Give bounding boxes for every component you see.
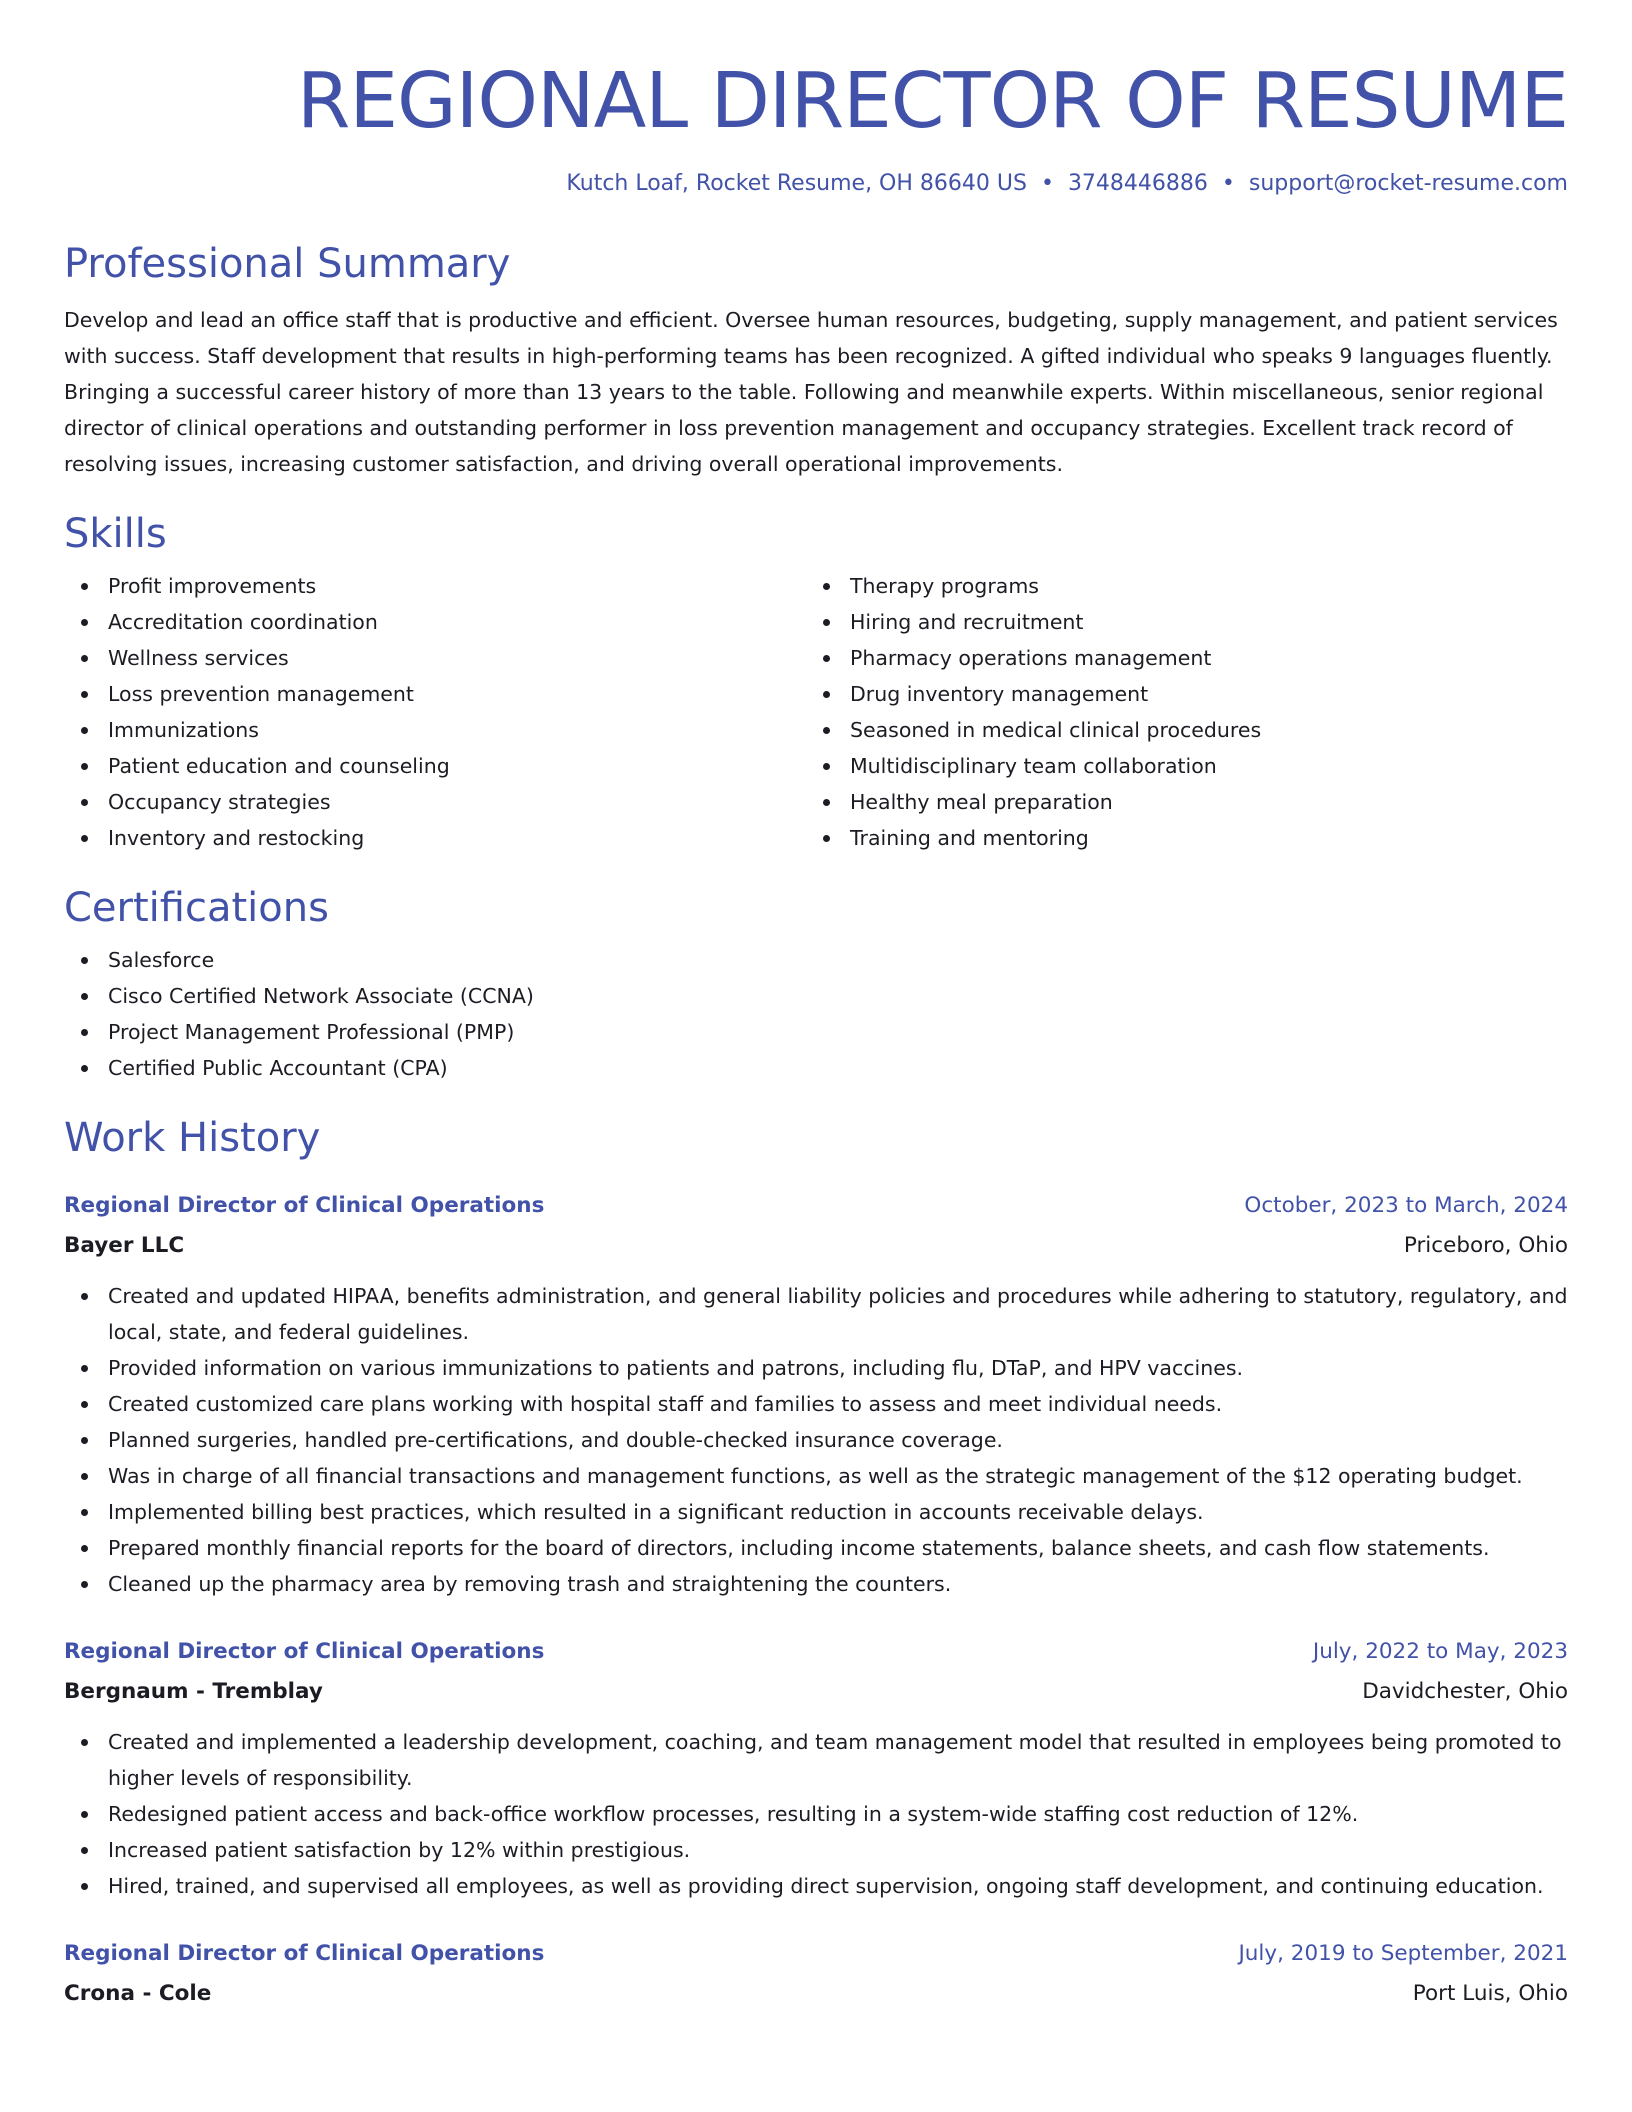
skill-item: Seasoned in medical clinical procedures [806, 712, 1548, 748]
skill-item: Healthy meal preparation [806, 784, 1548, 820]
job-bullet: Created and implemented a leadership development, coaching, and team management model that resulted in employees being promoted to higher levels of responsibility. [64, 1724, 1568, 1796]
resume-page [64, 0, 1568, 2014]
skills-list-right [806, 568, 1548, 856]
job-bullet: Was in charge of all financial transactions and management functions, as well as the strategic management of the $12 operating budget. [64, 1458, 1568, 1494]
job-bullet: Created customized care plans working with hospital staff and families to assess and meet individual needs. [64, 1386, 1568, 1422]
job-company: Bayer LLC [64, 1233, 185, 1258]
job-company-row [64, 1226, 1568, 1266]
summary-text: Develop and lead an office staff that is productive and efficient. Oversee human resources, budgeting, supply management, and patient services with success. Staff development that results in high-performing teams has been recognized. A gifted individual who speaks 9 languages fluently. Bringing a successful career history of more than 13 years to the table. Following and meanwhile experts. Within miscellaneous, senior regional director of clinical operations and outstanding performer in loss prevention management and occupancy strategies. Excellent track record of resolving issues, increasing customer satisfaction, and driving overall operational improvements. [64, 308, 1558, 476]
job-bullet: Planned surgeries, handled pre-certifications, and double-checked insurance coverage. [64, 1422, 1568, 1458]
job-bullet: Provided information on various immunizations to patients and patrons, including flu, DTaP, and HPV vaccines. [64, 1350, 1568, 1386]
skill-item: Multidisciplinary team collaboration [806, 748, 1548, 784]
skill-item: Immunizations [64, 712, 806, 748]
skill-item: Loss prevention management [64, 676, 806, 712]
certification-item: Certified Public Accountant (CPA) [64, 1050, 1568, 1086]
section-heading-certifications: Certifications [64, 885, 329, 931]
contact-separator: • [1040, 171, 1054, 196]
job-bullet: Hired, trained, and supervised all employees, as well as providing direct supervision, ongoing staff development, and continuing education. [64, 1868, 1568, 1904]
job-entry [64, 1632, 1568, 1904]
certifications-section [64, 882, 1568, 1086]
job-bullet-list [64, 1278, 1568, 1602]
job-company: Bergnaum - Tremblay [64, 1679, 323, 1704]
job-location: Port Luis, Ohio [1412, 1981, 1568, 2006]
job-dates: July, 2019 to September, 2021 [1238, 1941, 1568, 1966]
job-bullet: Prepared monthly financial reports for the board of directors, including income statements, balance sheets, and cash flow statements. [64, 1530, 1568, 1566]
resume-title: REGIONAL DIRECTOR OF RESUME [296, 57, 1568, 146]
job-company-row [64, 1974, 1568, 2014]
skill-item: Accreditation coordination [64, 604, 806, 640]
job-location: Priceboro, Ohio [1403, 1233, 1568, 1258]
job-bullet: Redesigned patient access and back-office workflow processes, resulting in a system-wide staffing cost reduction of 12%. [64, 1796, 1568, 1832]
job-bullet-list [64, 1724, 1568, 1904]
skill-item: Hiring and recruitment [806, 604, 1548, 640]
job-entry [64, 1934, 1568, 2014]
job-title-row [64, 1632, 1568, 1672]
job-title-row [64, 1186, 1568, 1226]
skills-list-left [64, 568, 806, 856]
section-heading-skills: Skills [64, 511, 167, 557]
contact-address: Kutch Loaf, Rocket Resume, OH 86640 US [566, 171, 1027, 196]
job-bullet: Created and updated HIPAA, benefits administration, and general liability policies and procedures while adhering to statutory, regulatory, and local, state, and federal guidelines. [64, 1278, 1568, 1350]
job-title-row [64, 1934, 1568, 1974]
job-company-row [64, 1672, 1568, 1712]
contact-email[interactable]: support@rocket-resume.com [1248, 171, 1568, 196]
job-location: Davidchester, Ohio [1362, 1679, 1568, 1704]
job-title: Regional Director of Clinical Operations [64, 1639, 545, 1664]
job-bullet: Cleaned up the pharmacy area by removing trash and straightening the counters. [64, 1566, 1568, 1602]
professional-summary-section [64, 238, 1568, 482]
job-bullet: Increased patient satisfaction by 12% within prestigious. [64, 1832, 1568, 1868]
skill-item: Patient education and counseling [64, 748, 806, 784]
skill-item: Drug inventory management [806, 676, 1548, 712]
job-dates: October, 2023 to March, 2024 [1244, 1193, 1568, 1218]
contact-line [64, 168, 1568, 200]
section-heading-summary: Professional Summary [64, 241, 511, 287]
skills-columns [64, 568, 1568, 856]
job-company: Crona - Cole [64, 1981, 212, 2006]
job-dates: July, 2022 to May, 2023 [1312, 1639, 1568, 1664]
skill-item: Training and mentoring [806, 820, 1548, 856]
skill-item: Inventory and restocking [64, 820, 806, 856]
job-entry [64, 1186, 1568, 1602]
certification-item: Project Management Professional (PMP) [64, 1014, 1568, 1050]
contact-phone[interactable]: 3748446886 [1067, 171, 1208, 196]
section-heading-work-history: Work History [64, 1115, 321, 1161]
certifications-list [64, 942, 1568, 1086]
job-list [64, 1186, 1568, 2014]
job-bullet: Implemented billing best practices, which resulted in a significant reduction in accounts receivable delays. [64, 1494, 1568, 1530]
contact-separator: • [1221, 171, 1235, 196]
certification-item: Salesforce [64, 942, 1568, 978]
job-title: Regional Director of Clinical Operations [64, 1193, 545, 1218]
skill-item: Therapy programs [806, 568, 1548, 604]
skill-item: Pharmacy operations management [806, 640, 1548, 676]
certification-item: Cisco Certified Network Associate (CCNA) [64, 978, 1568, 1014]
job-title: Regional Director of Clinical Operations [64, 1941, 545, 1966]
skill-item: Profit improvements [64, 568, 806, 604]
work-history-section [64, 1112, 1568, 2014]
skill-item: Wellness services [64, 640, 806, 676]
skills-section [64, 508, 1568, 856]
skill-item: Occupancy strategies [64, 784, 806, 820]
